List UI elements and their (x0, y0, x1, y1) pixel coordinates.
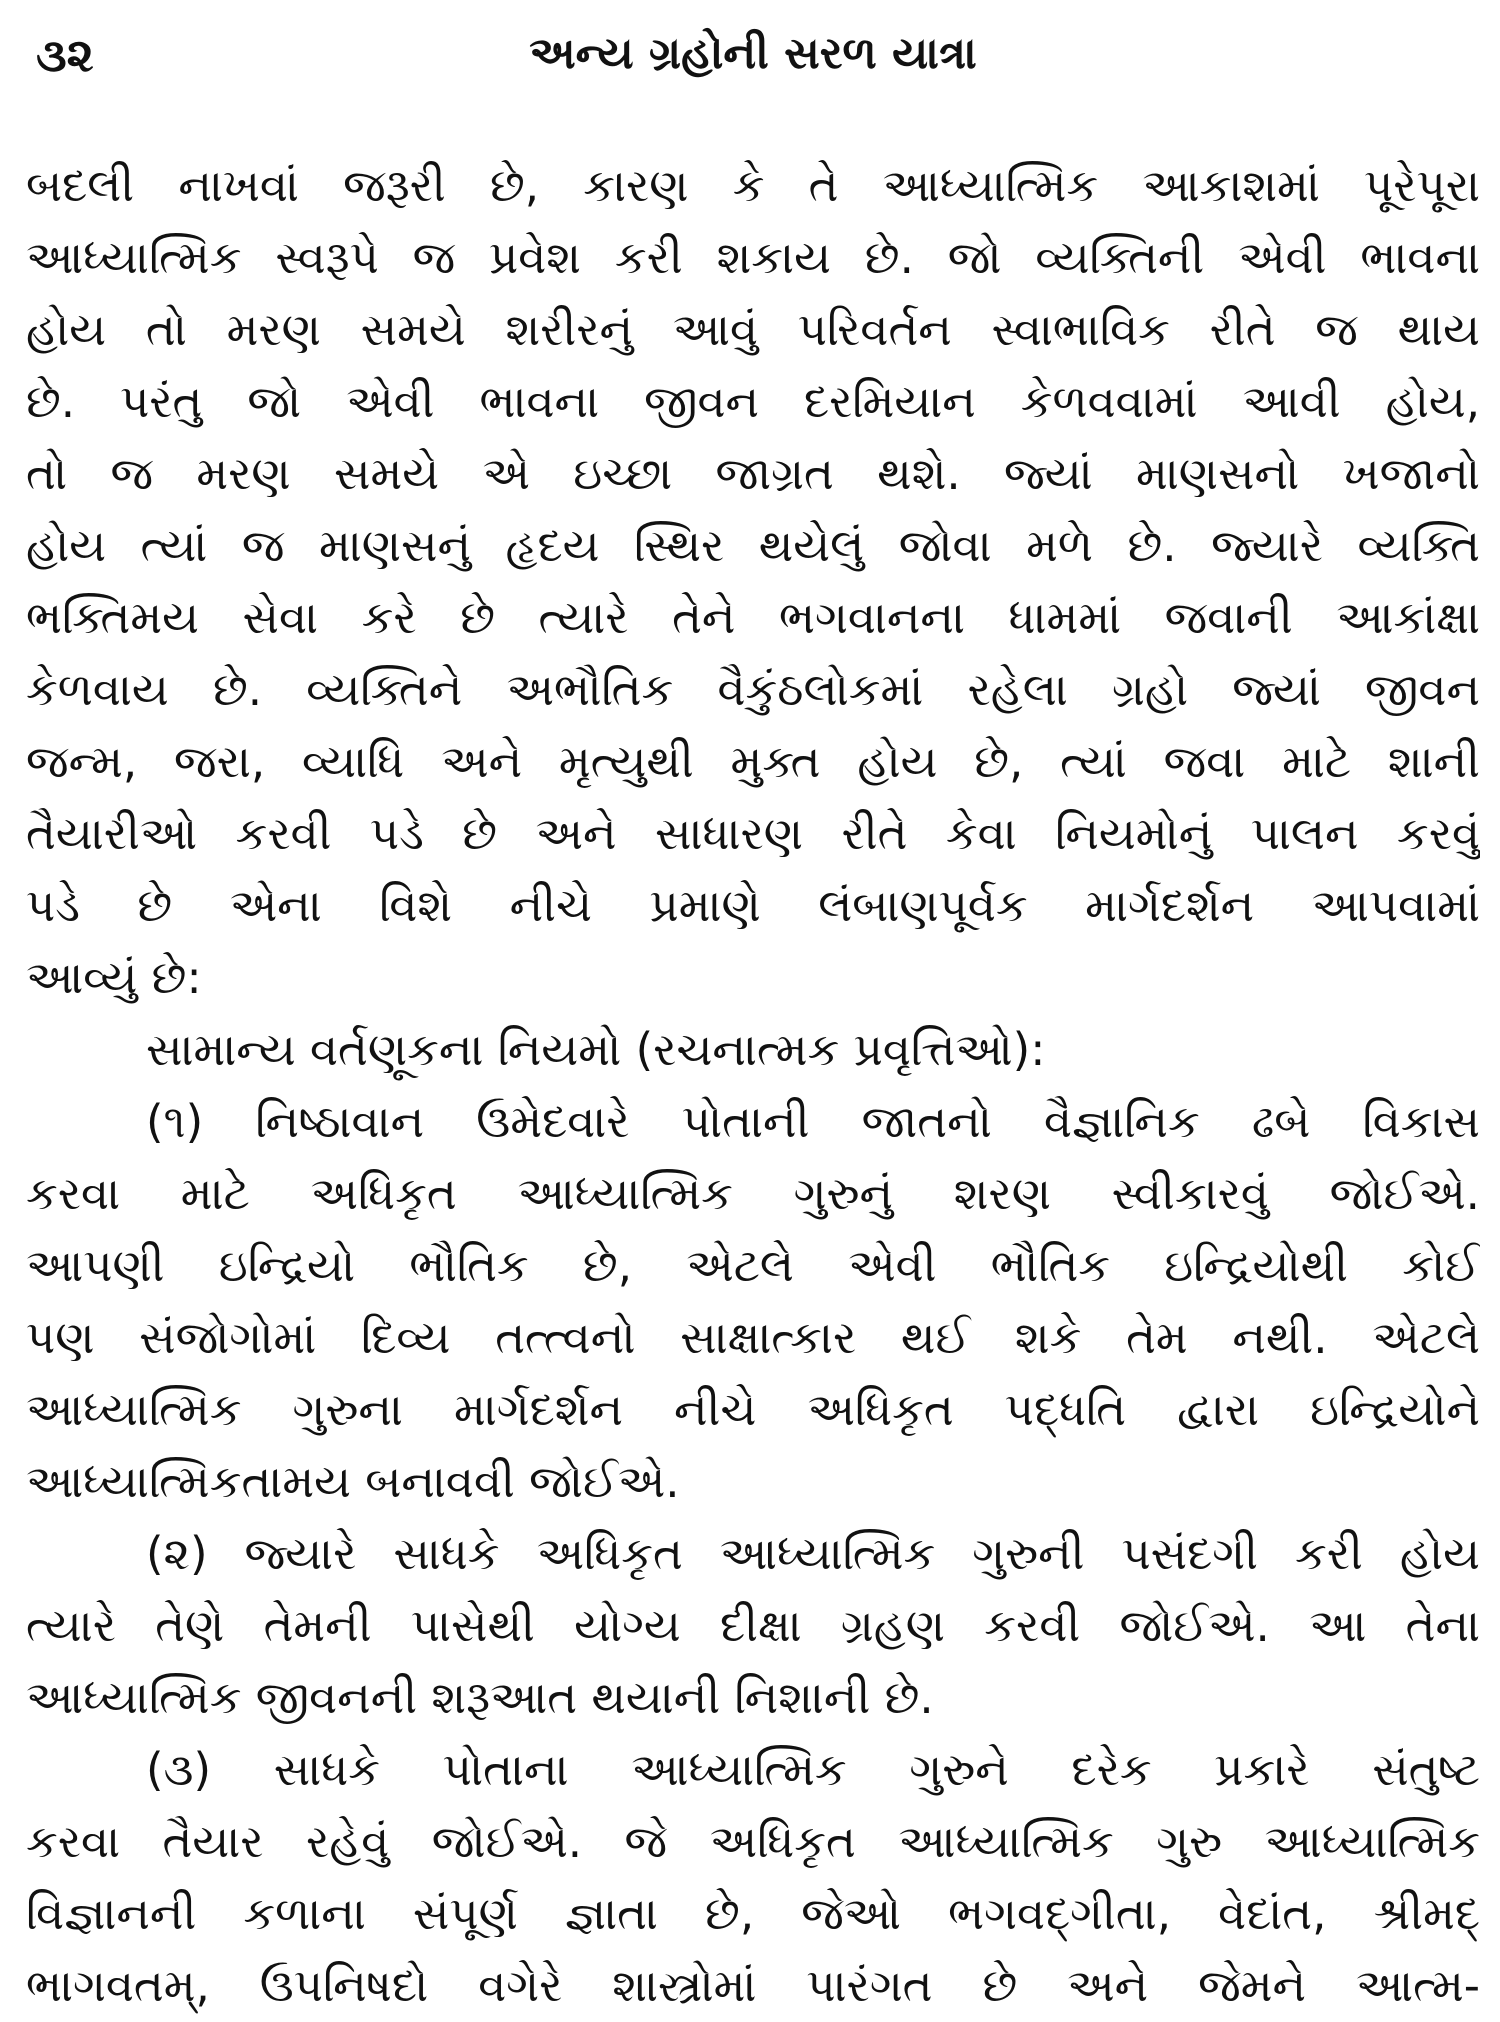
text-line: તૈયારીઓ કરવી પડે છે અને સાધારણ રીતે કેવા નિયમોનું પાલન કરવું (26, 807, 1480, 860)
text-line: બદલી નાખવાં જરૂરી છે, કારણ કે તે આધ્યાત્મિક આકાશમાં પૂરેપૂરા (26, 159, 1480, 212)
text-line: (૧) નિષ્ઠાવાન ઉમેદવારે પોતાની જાતનો વૈજ્ઞાનિક ઢબે વિકાસ (146, 1095, 1480, 1148)
text-line: આપણી ઇન્દ્રિયો ભૌતિક છે, એટલે એવી ભૌતિક ઇન્દ્રિયોથી કોઈ (26, 1239, 1480, 1292)
text-line: આધ્યાત્મિક ગુરુના માર્ગદર્શન નીચે અધિકૃત પદ્ધતિ દ્વારા ઇન્દ્રિયોને (26, 1383, 1480, 1436)
text-line: (૨) જ્યારે સાધકે અધિકૃત આધ્યાત્મિક ગુરુની પસંદગી કરી હોય (146, 1527, 1480, 1580)
text-line: સામાન્ય વર્તણૂકના નિયમો (રચનાત્મક પ્રવૃત્તિઓ): (146, 1023, 1046, 1076)
text-line: આવ્યું છે: (26, 951, 202, 1004)
text-line: કરવા તૈયાર રહેવું જોઈએ. જે અધિકૃત આધ્યાત્મિક ગુરુ આધ્યાત્મિક (26, 1815, 1480, 1868)
text-line: કેળવાય છે. વ્યક્તિને અભૌતિક વૈકુંઠલોકમાં રહેલા ગ્રહો જ્યાં જીવન (26, 663, 1480, 716)
page-number: ૩૨ (36, 28, 94, 82)
text-line: (૩) સાધકે પોતાના આધ્યાત્મિક ગુરુને દરેક પ્રકારે સંતુષ્ટ (146, 1743, 1480, 1796)
text-line: હોય તો મરણ સમયે શરીરનું આવું પરિવર્તન સ્વાભાવિક રીતે જ થાય (26, 303, 1480, 356)
text-line: છે. પરંતુ જો એવી ભાવના જીવન દરમિયાન કેળવવામાં આવી હોય, (26, 375, 1480, 428)
text-line: કરવા માટે અધિકૃત આધ્યાત્મિક ગુરુનું શરણ સ્વીકારવું જોઈએ. (26, 1167, 1480, 1220)
text-line: આધ્યાત્મિક સ્વરૂપે જ પ્રવેશ કરી શકાય છે. જો વ્યક્તિની એવી ભાવના (26, 231, 1480, 284)
running-title: અન્ય ગ્રહોની સરળ યાત્રા (529, 28, 977, 79)
text-line: ત્યારે તેણે તેમની પાસેથી યોગ્ય દીક્ષા ગ્રહણ કરવી જોઈએ. આ તેના (26, 1599, 1480, 1652)
page-header (26, 24, 1480, 94)
text-line: આધ્યાત્મિક જીવનની શરૂઆત થયાની નિશાની છે. (26, 1671, 934, 1724)
text-line: પડે છે એના વિશે નીચે પ્રમાણે લંબાણપૂર્વક માર્ગદર્શન આપવામાં (26, 879, 1480, 932)
text-line: ભાગવતમ્, ઉપનિષદો વગેરે શાસ્ત્રોમાં પારંગત છે અને જેમને આત્મ- (26, 1959, 1480, 2012)
text-line: હોય ત્યાં જ માણસનું હૃદય સ્થિર થયેલું જોવા મળે છે. જ્યારે વ્યક્તિ (26, 519, 1480, 572)
text-line: ભક્તિમય સેવા કરે છે ત્યારે તેને ભગવાનના ધામમાં જવાની આકાંક્ષા (26, 591, 1480, 644)
text-line: જન્મ, જરા, વ્યાધિ અને મૃત્યુથી મુક્ત હોય છે, ત્યાં જવા માટે શાની (26, 735, 1480, 788)
text-line: વિજ્ઞાનની કળાના સંપૂર્ણ જ્ઞાતા છે, જેઓ ભગવદ્ગીતા, વેદાંત, શ્રીમદ્ (26, 1887, 1480, 1940)
text-line: આધ્યાત્મિકતામય બનાવવી જોઈએ. (26, 1455, 680, 1508)
text-line: પણ સંજોગોમાં દિવ્ય તત્ત્વનો સાક્ષાત્કાર થઈ શકે તેમ નથી. એટલે (26, 1311, 1480, 1364)
text-line: તો જ મરણ સમયે એ ઇચ્છા જાગ્રત થશે. જ્યાં માણસનો ખજાનો (26, 447, 1480, 500)
body-text (26, 150, 1480, 2022)
